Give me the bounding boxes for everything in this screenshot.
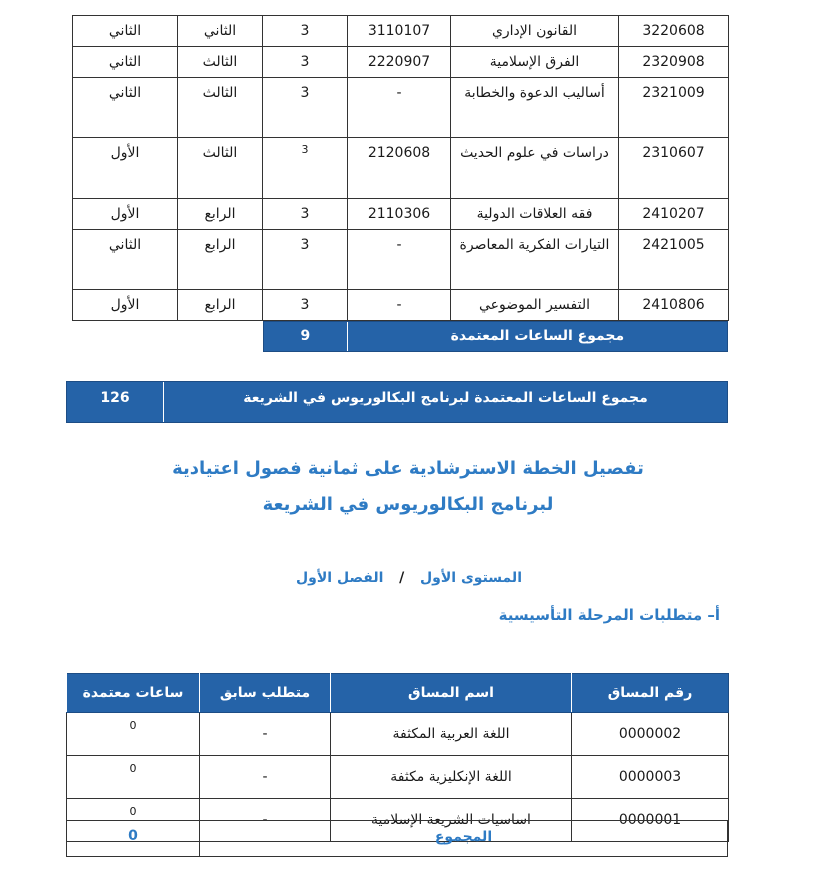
course-hours: 0 <box>67 799 200 842</box>
course-year: الرابع <box>178 199 263 230</box>
level-separator: / <box>399 570 405 586</box>
course-code: 3220608 <box>619 16 729 47</box>
course-prereq: - <box>348 290 451 321</box>
course-hours: 3 <box>263 290 348 321</box>
header-course-code: رقم المساق <box>572 674 729 713</box>
section-a-title: أ– متطلبات المرحلة التأسيسية <box>498 606 720 624</box>
course-year: الثالث <box>178 47 263 78</box>
course-code: 2310607 <box>619 138 729 199</box>
course-name: التفسير الموضوعي <box>451 290 619 321</box>
course-hours: 0 <box>67 756 200 799</box>
course-semester: الثاني <box>73 16 178 47</box>
table-row <box>67 713 729 756</box>
level-semester-line <box>296 570 522 586</box>
course-hours: 3 <box>263 199 348 230</box>
grand-total-bar <box>66 381 728 423</box>
course-semester: الأول <box>73 138 178 199</box>
course-hours: 3 <box>263 16 348 47</box>
course-name: القانون الإداري <box>451 16 619 47</box>
table-row <box>73 199 729 230</box>
foundation-total-row <box>66 820 728 857</box>
course-year: الثالث <box>178 138 263 199</box>
semester-label: الفصل الأول <box>296 570 384 586</box>
course-prereq: 3110107 <box>348 16 451 47</box>
course-name: اللغة العربية المكثفة <box>331 713 572 756</box>
course-prereq: - <box>200 799 331 842</box>
course-semester: الثاني <box>73 230 178 290</box>
course-semester: الأول <box>73 199 178 230</box>
total-label: المجموع <box>199 821 727 856</box>
table-row <box>73 290 729 321</box>
course-name: الفرق الإسلامية <box>451 47 619 78</box>
course-code: 0000001 <box>572 799 729 842</box>
course-name: التيارات الفكرية المعاصرة <box>451 230 619 290</box>
level-label: المستوى الأول <box>420 570 522 586</box>
course-semester: الثاني <box>73 47 178 78</box>
course-semester: الثاني <box>73 78 178 138</box>
course-prereq: - <box>348 78 451 138</box>
subtotal-value: 9 <box>264 322 348 351</box>
course-year: الرابع <box>178 290 263 321</box>
table-row <box>67 756 729 799</box>
course-prereq: 2220907 <box>348 47 451 78</box>
header-course-name: اسم المساق <box>331 674 572 713</box>
plan-subheading: لبرنامج البكالوريوس في الشريعة <box>262 494 554 515</box>
course-hours: 3 <box>263 47 348 78</box>
header-credit-hours: ساعات معتمدة <box>67 674 200 713</box>
course-hours: 3 <box>263 230 348 290</box>
subtotal-row <box>263 321 728 352</box>
course-name: أساليب الدعوة والخطابة <box>451 78 619 138</box>
course-year: الرابع <box>178 230 263 290</box>
courses-table-continued <box>72 15 729 321</box>
course-prereq: - <box>200 713 331 756</box>
course-hours: 0 <box>67 713 200 756</box>
table-row <box>73 138 729 199</box>
course-semester: الأول <box>73 290 178 321</box>
course-code: 2421005 <box>619 230 729 290</box>
grand-total-value: 126 <box>100 390 130 406</box>
foundation-courses-table <box>66 673 729 842</box>
table-header-row <box>67 674 729 713</box>
course-hours: 3 <box>263 138 348 199</box>
course-code: 2321009 <box>619 78 729 138</box>
course-code: 0000003 <box>572 756 729 799</box>
course-code: 2320908 <box>619 47 729 78</box>
course-code: 2410207 <box>619 199 729 230</box>
course-prereq: - <box>348 230 451 290</box>
table-row <box>73 16 729 47</box>
course-name: فقه العلاقات الدولية <box>451 199 619 230</box>
grand-total-label: مجموع الساعات المعتمدة لبرنامج البكالوريوس في الشريعة <box>163 382 727 422</box>
table-row <box>73 78 729 138</box>
course-code: 0000002 <box>572 713 729 756</box>
table-row <box>73 47 729 78</box>
total-value: 0 <box>128 828 138 844</box>
course-name: اللغة الإنكليزية مكثفة <box>331 756 572 799</box>
plan-heading: تفصيل الخطة الاسترشادية على ثمانية فصول اعتيادية <box>172 458 644 479</box>
course-year: الثاني <box>178 16 263 47</box>
course-hours: 3 <box>263 78 348 138</box>
course-name: دراسات في علوم الحديث <box>451 138 619 199</box>
course-name: اساسيات الشريعة الإسلامية <box>331 799 572 842</box>
course-prereq: 2110306 <box>348 199 451 230</box>
course-prereq: 2120608 <box>348 138 451 199</box>
table-row <box>73 230 729 290</box>
course-year: الثالث <box>178 78 263 138</box>
subtotal-label: مجموع الساعات المعتمدة <box>450 328 625 344</box>
course-prereq: - <box>200 756 331 799</box>
course-code: 2410806 <box>619 290 729 321</box>
header-prereq: متطلب سابق <box>200 674 331 713</box>
